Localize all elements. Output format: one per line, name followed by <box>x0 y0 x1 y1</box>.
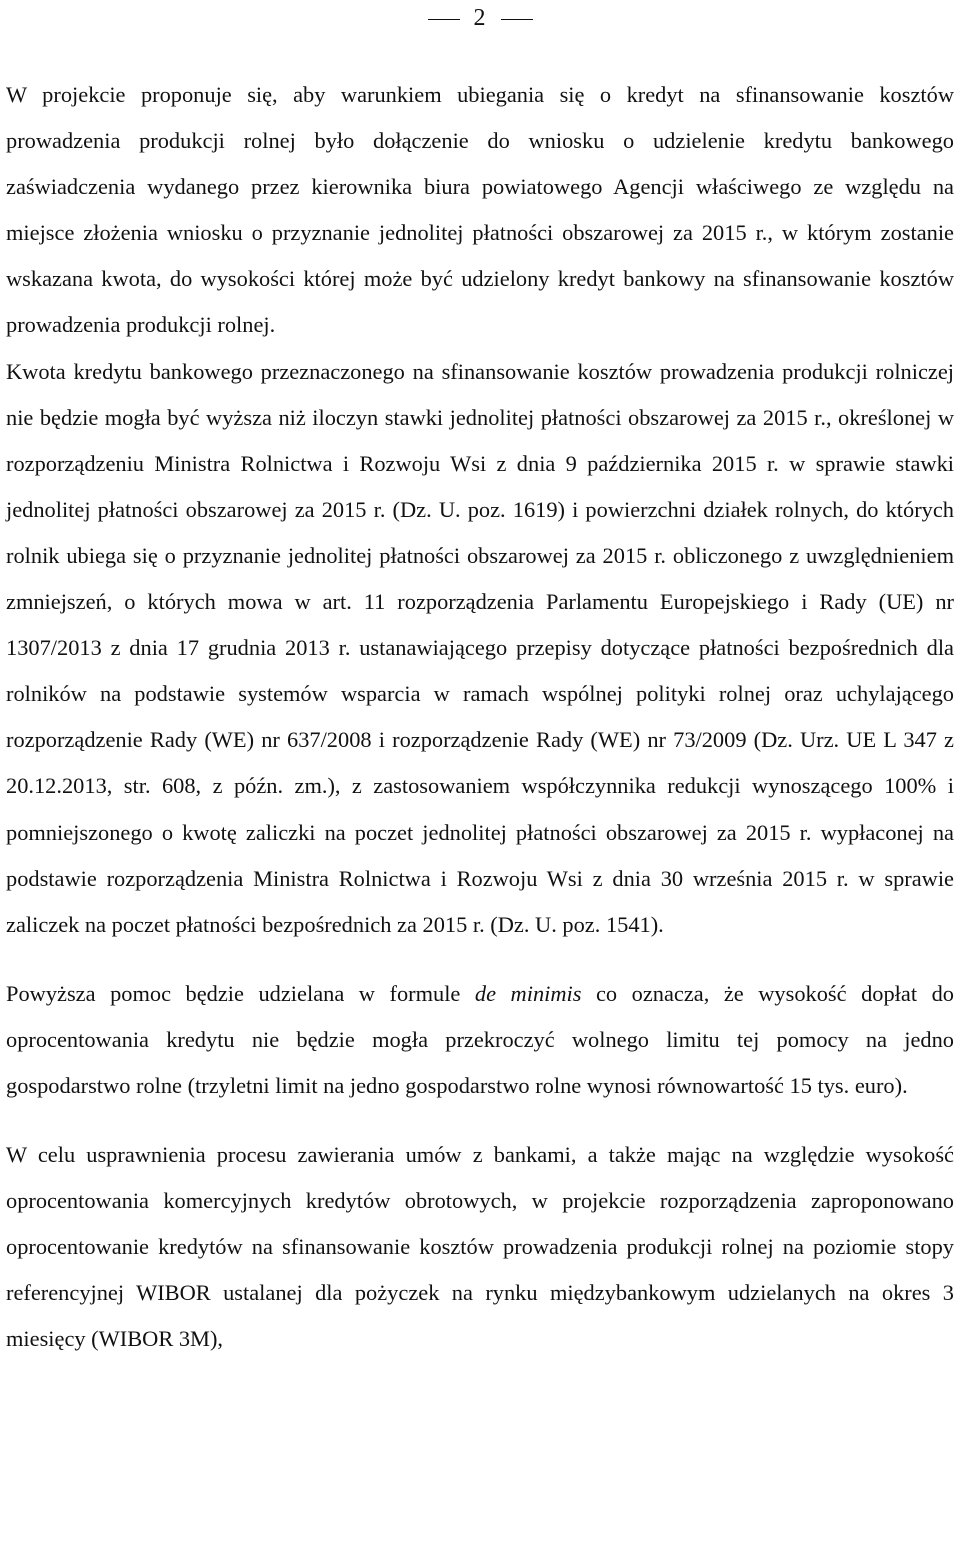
de-minimis-term: de minimis <box>474 980 582 1006</box>
page-number-value: 2 <box>473 5 487 31</box>
paragraph-de-minimis <box>6 971 954 1109</box>
paragraph-credit-amount: Kwota kredytu bankowego przeznaczonego na sfinansowanie kosztów prowadzenia produkcji rolniczej nie będzie mogła być wyższa niż iloczyn stawki jednolitej płatności obszarowej za 2015 r., określonej w rozporządzeniu Ministra Rolnictwa i Rozwoju Wsi z dnia 9 października 2015 r. w sprawie stawki jednolitej płatności obszarowej za 2015 r. (Dz. U. poz. 1619) i powierzchni działek rolnych, do których rolnik ubiega się o przyznanie jednolitej płatności obszarowej za 2015 r. obliczonego z uwzględnieniem zmniejszeń, o których mowa w art. 11 rozporządzenia Parlamentu Europejskiego i Rady (UE) nr 1307/2013 z dnia 17 grudnia 2013 r. ustanawiającego przepisy dotyczące płatności bezpośrednich dla rolników na podstawie systemów wsparcia w ramach wspólnej polityki rolnej oraz uchylającego rozporządzenie Rady (WE) nr 637/2008 i rozporządzenie Rady (WE) nr 73/2009 (Dz. Urz. UE L 347 z 20.12.2013, str. 608, z późn. zm.), z zastosowaniem współczynnika redukcji wynoszącego 100% i pomniejszonego o kwotę zaliczki na poczet jednolitej płatności obszarowej za 2015 r. wypłaconej na podstawie rozporządzenia Ministra Rolnictwa i Rozwoju Wsi z dnia 30 września 2015 r. w sprawie zaliczek na poczet płatności bezpośrednich za 2015 r. (Dz. U. poz. 1541). <box>6 358 954 937</box>
page-number-right-dash <box>501 19 533 20</box>
document-page <box>6 0 954 1363</box>
page-number-left-dash <box>428 19 460 20</box>
paragraph-de-minimis-before: Powyższa pomoc będzie udzielana w formule <box>6 980 475 1006</box>
page-number <box>6 0 954 36</box>
paragraph-de-minimis-after: co oznacza, że wysokość dopłat do oprocentowania kredytu nie będzie mogła przekroczyć wolnego limitu tej pomocy na jedno gospodarstwo rolne (trzyletni limit na jedno gospodarstwo rolne wynosi równowartość 15 tys. euro). <box>6 980 954 1098</box>
paragraph-credit-condition: W projekcie proponuje się, aby warunkiem ubiegania się o kredyt na sfinansowanie kosztów prowadzenia produkcji rolnej było dołączenie do wniosku o udzielenie kredytu bankowego zaświadczenia wydanego przez kierownika biura powiatowego Agencji właściwego ze względu na miejsce złożenia wniosku o przyznanie jednolitej płatności obszarowej za 2015 r., w którym zostanie wskazana kwota, do wysokości której może być udzielony kredyt bankowy na sfinansowanie kosztów prowadzenia produkcji rolnej. <box>6 82 954 338</box>
paragraph-interest-rate: W celu usprawnienia procesu zawierania umów z bankami, a także mając na względzie wysokość oprocentowania komercyjnych kredytów obrotowych, w projekcie rozporządzenia zaproponowano oprocentowanie kredytów na sfinansowanie kosztów prowadzenia produkcji rolnej na poziomie stopy referencyjnej WIBOR ustalanej dla pożyczek na rynku międzybankowym udzielanych na okres 3 miesięcy (WIBOR 3M), <box>6 1142 954 1352</box>
